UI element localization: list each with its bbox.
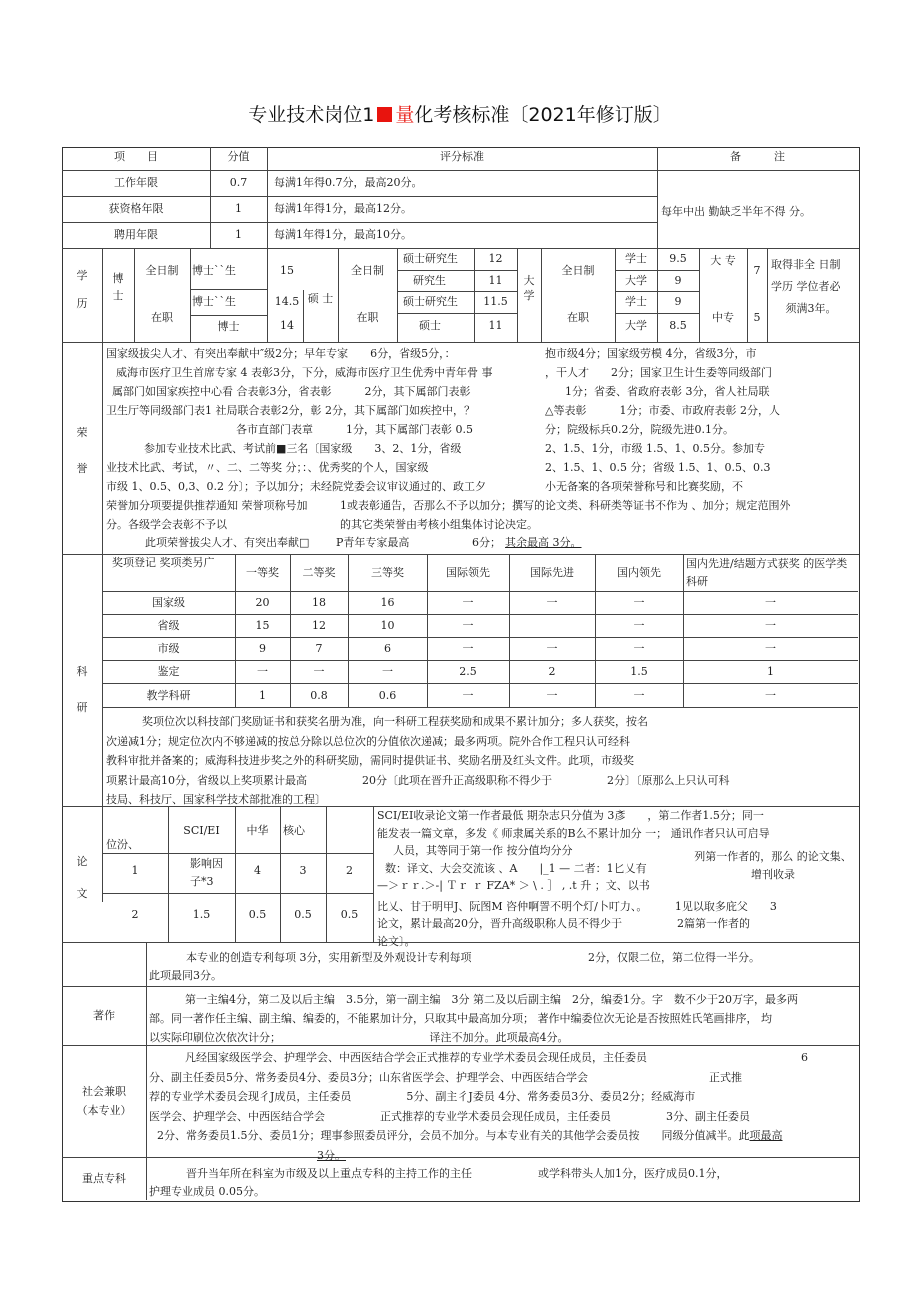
award-corner: 奖项登记 奖项类另广 (112, 556, 215, 569)
doctor-label: 博士 (112, 272, 124, 302)
education-note-line: 取得非全 日制 (771, 258, 841, 271)
social-text (149, 1048, 808, 1165)
education-note-line: 学历 学位者必 (771, 280, 841, 293)
works-label: 著作 (93, 1009, 115, 1022)
research-notes (106, 712, 730, 810)
college-row-label: 学士 (625, 252, 647, 265)
master-inservice: 在职 (356, 311, 379, 324)
work-row-label: 聘用年限 (114, 228, 158, 241)
award-col: 国际先进 (530, 566, 574, 579)
award-cell: 一 (546, 689, 558, 702)
award-cell: 2 (548, 665, 556, 678)
honor-line: 抱市级4分；国家级劳模 4分，省级3分，市 (545, 347, 757, 360)
award-cell: 6 (384, 642, 391, 655)
paper-col: 核心 (283, 824, 305, 837)
honor-line: 威海市医疗卫生首席专家 4 表彰3分，下分，威海市医疗卫生优秀中青年骨 事 (116, 366, 493, 379)
award-cell: 1 (767, 665, 774, 678)
master-fulltime: 全日制 (351, 264, 384, 277)
college-inservice: 在职 (567, 311, 589, 324)
paper-cell: 影响因子*3 (190, 857, 223, 888)
paper-cell: 0.5 (294, 908, 312, 921)
research-note-line: 项累计最高10分，省级以上奖项累计最高 20分〔此项在晋升正高级职称不得少于 2分〕〔原那么上只认可科 (106, 773, 730, 787)
award-cell: 一 (257, 665, 268, 678)
honor-last-b: P青年专家最高 (336, 536, 410, 549)
key-line-2: 护理专业成员 0.05分。 (149, 1185, 265, 1198)
patent-text-1: 本专业的创造专利每项 3分，实用新型及外观设计专利每项 (186, 951, 472, 964)
paper-side-note: 列第一作者的，那么 的论文集、增刊收录 (694, 850, 852, 881)
work-note: 每年中出 勤缺乏半年不得 分。 (661, 205, 811, 218)
master-row-score: 11 (488, 274, 503, 287)
doctor-sheng-iv-score: 14.5 (274, 295, 300, 308)
honor-line: 2、1.5、1、0.5 分；省级 1.5、1、0.5、0.3 (545, 461, 771, 474)
social-line: 医学会、护理学会、中西医结合学会 正式推荐的专业学术委员会现任成员，主任委员 3分、副主任委员 (149, 1109, 750, 1123)
honor-line: 的其它类荣誉由考核小组集体讨论决定。 (340, 518, 538, 531)
honor-line: 市级 1、0.5、0,3、0.2 分〕；予以加分；未经院党委会议审议通过的、政工夕 (106, 480, 486, 493)
paper-cell: 3 (299, 864, 307, 877)
award-cell: 0.6 (378, 689, 397, 702)
award-col: 国内领先 (617, 566, 661, 579)
social-tail-2: 3分。 (317, 1148, 346, 1162)
award-cell: 一 (765, 619, 776, 632)
award-row-label: 鉴定 (157, 665, 180, 678)
award-cell: 12 (312, 619, 326, 632)
honor-line: 小无备案的各项荣誉称号和比赛奖励，不 (545, 480, 743, 493)
honor-label: 荣誉 (76, 426, 88, 475)
honor-last-d: 其余最高 3分。 (505, 536, 582, 549)
honor-line: 属部门如国家疾控中心看 合表彰3分，省表彰 2分，其下属部门表彰 (112, 385, 471, 398)
social-label-2: （本专业） (76, 1104, 132, 1117)
award-cell: 20 (255, 596, 270, 609)
honor-line: 分。各级学会表彰不予以 (106, 518, 227, 531)
master-row-label: 硕士研究生 (403, 295, 458, 308)
award-col: 三等奖 (371, 566, 404, 579)
paper-desc-line: 论文，累计最高20分，晋升高级职称人员不得少于 2篇第一作者的 (377, 917, 750, 930)
award-cell: 2.5 (459, 665, 477, 678)
doctor-fulltime: 全日制 (145, 264, 179, 277)
paper-cell: 4 (254, 864, 261, 877)
paper-cell: 2 (346, 864, 353, 877)
dazhuan-score: 7 (753, 264, 761, 277)
honor-line: 业技术比武、考试，〃、二、二等奖 分；：、优秀奖的个人，国家级 (106, 461, 429, 474)
paper-desc-line: 论文〕。 (377, 934, 416, 948)
paper-cell: 0.5 (248, 908, 267, 921)
works-line: 以实际印刷位次依次计分； 译注不加分。此项最高4分。 (149, 1031, 569, 1044)
award-cell: 0.8 (310, 689, 328, 702)
social-label: 社会兼职 (82, 1085, 126, 1098)
paper-cell: 0.5 (340, 908, 359, 921)
award-cell: 16 (380, 596, 395, 609)
honor-line: 2、1.5、1分，市级 1.5、1、0.5分。参加专 (545, 442, 765, 455)
zhongzhuan-score: 5 (753, 311, 761, 324)
paper-col: 中华 (246, 824, 269, 837)
honor-line: 分；院级标兵0.2分，院级先进0.1分。 (545, 423, 734, 436)
honor-line: 1分；省委、省政府表彰 3分，省人社局联 (565, 385, 770, 398)
header-remarks: 备 注 (730, 150, 785, 163)
doctor-degree: 博士 (217, 320, 240, 333)
social-line: 凡经国家级医学会、护理学会、中西医结合学会正式推荐的专业学术委员会现任成员，主任委员 6 (185, 1051, 808, 1064)
master-label: 硕 士 (307, 292, 334, 305)
work-row-rule: 每满1年得1分，最高10分。 (274, 228, 412, 241)
honor-line: 参加专业技术比武、考试前■三名〔国家级 3、2、1分，省级 (144, 442, 462, 455)
award-row-label: 市级 (157, 642, 180, 655)
header-criteria: 评分标准 (440, 150, 484, 163)
honor-line: 荣誉加分项要提供推荐通知 荣誉项称号加 (106, 499, 308, 512)
college-row-label: 大学 (625, 319, 647, 332)
award-col: 国内先进/结题方式获奖 的医学类科研 (686, 557, 848, 588)
paper-row-label: 2 (131, 908, 139, 921)
college-label: 大学 (523, 274, 535, 302)
honor-line: 卫生厅等同级部门表1 社局联合表彰2分，彰 2分，其下属部门如疾控中，？ (106, 404, 475, 417)
research-note-line: 技局、科技厅、国家科学技术部批准的工程〕 (106, 793, 326, 806)
paper-label: 论文 (76, 855, 88, 900)
zhongzhuan-label: 中专 (712, 311, 734, 324)
red-square-mark (377, 107, 392, 122)
award-cell: 一 (633, 689, 645, 702)
award-col: 国际领先 (446, 566, 490, 579)
award-col: 二等奖 (302, 566, 336, 579)
honor-line: 国家级拔尖人才、有突出奉献中″级2分；早年专家 6分，省级5分，： (106, 347, 456, 360)
research-note-line: 次递减1分；规定位次内不够递减的按总分除以总位次的分值依次递减；最多两项。院外合作工程只认可经科 (106, 734, 630, 748)
paper-cell: 1.5 (192, 908, 211, 921)
college-row-score: 9 (674, 274, 682, 287)
award-cell: 一 (382, 665, 393, 678)
doctor-iv-score: 14 (280, 319, 294, 332)
honor-last-a: 此项荣誉拔尖人才、有突出奉献□ (145, 536, 310, 549)
work-row-label: 工作年限 (114, 176, 158, 189)
honor-line: 1或表彰通告，否那么不予以加分；撰写的论文类、科研类等证书不作为 、加分；规定范围外 (340, 499, 791, 512)
title-suffix: 化考核标准〔2021年修订版〕 (414, 104, 672, 126)
paper-desc-line: 比乂、甘于明甲J、阮图M 咨仲啊詈不明个灯/卜叮力、。 1见以取多庇父 3 (377, 899, 777, 913)
award-cell: 一 (633, 619, 645, 632)
work-row-score: 0.7 (229, 176, 248, 189)
paper-desc-line: 能发表一篇文章，多发《 师隶属关系的B么不累计加分 一； 通讯作者只认可启导 (377, 826, 770, 840)
master-row-label: 研究生 (413, 274, 446, 287)
award-cell: 9 (259, 642, 266, 655)
works-line: 部。同一著作任主编、副主编、编委的，不能累加计分，只取其中最高加分项； 著作中编委位次无论是否按照姓氏笔画排序， 均 (149, 1012, 772, 1025)
education-note (771, 254, 851, 320)
college-row-label: 大学 (625, 274, 647, 287)
award-cell: 一 (462, 689, 474, 702)
paper-desc-line: SCI/EI收录论文第一作者最低 期杂志只分值为 3彥 ，第二作者1.5分；同一 (377, 809, 764, 822)
paper-desc-line: 数：译文、大会交流该 、A |_1 — 二者：1匕乂有 (385, 861, 647, 875)
honor-line: △等表彰 1分；市委、市政府表彰 2分，人 (545, 404, 780, 417)
key-label: 重点专科 (82, 1172, 126, 1185)
award-cell: 1 (259, 689, 266, 702)
paper-row-label: 1 (131, 864, 139, 877)
award-row-label: 教学科研 (146, 689, 191, 702)
key-line-1: 晋升当年所在科室为市级及以上重点专科的主持工作的主任 或学科带头人加1分，医疗成员0.1分， (186, 1167, 728, 1180)
header-score: 分值 (227, 150, 250, 163)
work-row-score: 1 (235, 202, 242, 215)
works-line: 第一主编4分，第二及以后主编 3.5分，第一副主编 3分 第二及以后副主编 2分，编委1分。字 数不少于20万字，最多两 (185, 993, 798, 1006)
award-cell: 一 (546, 642, 558, 655)
paper-desc-line: 人员，其等同于第一作 按分值均分分 (393, 844, 573, 857)
work-row-rule: 每满1年得0.7分，最高20分。 (274, 176, 423, 189)
work-row-score: 1 (235, 228, 242, 241)
college-row-score: 9.5 (669, 252, 687, 265)
master-row-score: 12 (488, 252, 503, 265)
college-row-score: 8.5 (669, 319, 687, 332)
award-cell: 1.5 (630, 665, 648, 678)
master-row-score: 11.5 (483, 295, 508, 308)
award-row-label: 国家级 (152, 596, 185, 609)
honor-last-c: 6分； (472, 536, 501, 549)
research-note-line: 奖项位次以科技部门奖励证书和获奖名册为准，向一科研工程获奖励和成果不累计加分；多人获奖，按名 (142, 715, 648, 728)
honor-line: ，干人才 2分；国家卫生计生委等同级部门 (545, 366, 772, 379)
college-fulltime: 全日制 (561, 264, 595, 277)
social-line: 荐的专业学术委员会现彳J成员，主任委员 5分、副主彳J委员 4分、常务委员3分、委员2分；经威海市 (149, 1090, 696, 1103)
award-cell: 一 (462, 596, 474, 609)
dazhuan-label: 大 专 (710, 254, 736, 267)
education-note-line: 须满3年。 (785, 302, 837, 315)
work-row-label: 获资格年限 (108, 202, 164, 215)
paper-col: SCI/EI (183, 824, 220, 837)
award-cell: 一 (765, 642, 776, 655)
award-cell: 一 (546, 596, 558, 609)
header-item: 项 目 (114, 150, 158, 163)
honor-right-text (545, 344, 780, 496)
research-note-line: 教科审批并备案的；威海科技进步奖之外的科研奖励，需同时提供证书、奖励名册及红头文件。此项，市级奖 (106, 754, 634, 767)
patent-text-2: 2分，仅限二位，第二位得一半分。 (588, 951, 760, 964)
patent-text-3: 此项最同3分。 (149, 969, 222, 982)
doctor-sheng: 博士``生 (192, 264, 236, 277)
award-cell: 一 (765, 689, 776, 702)
award-col: 一等奖 (246, 566, 279, 579)
work-row-rule: 每满1年得1分，最高12分。 (274, 202, 412, 215)
paper-corner: 位汾、 (106, 838, 139, 851)
page-title (0, 100, 920, 127)
doctor-sheng-inservice: 博士``生 (192, 295, 236, 308)
master-row-label: 硕士 (419, 319, 441, 332)
social-line: 分、副主任委员5分、常务委员4分、委员3分；山东省医学会、护理学会、中西医结合学会 正式推 (149, 1070, 742, 1084)
award-cell: 10 (380, 619, 395, 632)
award-cell: 一 (765, 596, 776, 609)
award-cell: 18 (312, 596, 326, 609)
works-text (149, 990, 798, 1047)
doctor-ft-score: 15 (280, 264, 294, 277)
award-cell: 一 (462, 619, 474, 632)
title-prefix: 专业技术岗位1 (248, 104, 375, 126)
doctor-inservice: 在职 (151, 311, 173, 324)
social-line: 2分、常务委员1.5分、委员1分；理事参照委员评分，会员不加分。与本专业有关的其他学会委员按 同级分值减半。此 (157, 1129, 750, 1142)
master-row-label: 硕士研究生 (403, 252, 458, 265)
award-cell: 15 (255, 619, 270, 632)
honor-line: 各市直部门表章 1分，其下属部门表彰 0.5 (236, 423, 473, 436)
award-cell: 7 (315, 642, 323, 655)
award-cell: 一 (313, 665, 325, 678)
paper-desc-line: —＞ｒｒ.＞-| Ｔｒ ｒ FZA* ＞ \ . ］ , .t 升 ；文、以书 (377, 879, 650, 892)
education-label: 学历 (76, 269, 88, 310)
award-cell: 一 (633, 642, 645, 655)
award-cell: 一 (462, 642, 474, 655)
college-row-score: 9 (674, 295, 682, 308)
social-tail: 项最高 (749, 1129, 783, 1142)
college-row-label: 学士 (625, 295, 647, 308)
master-row-score: 11 (488, 319, 503, 332)
award-cell: 一 (633, 596, 645, 609)
title-red-char: 量 (395, 104, 415, 126)
award-row-label: 省级 (157, 619, 180, 632)
research-label: 科研 (76, 665, 88, 714)
